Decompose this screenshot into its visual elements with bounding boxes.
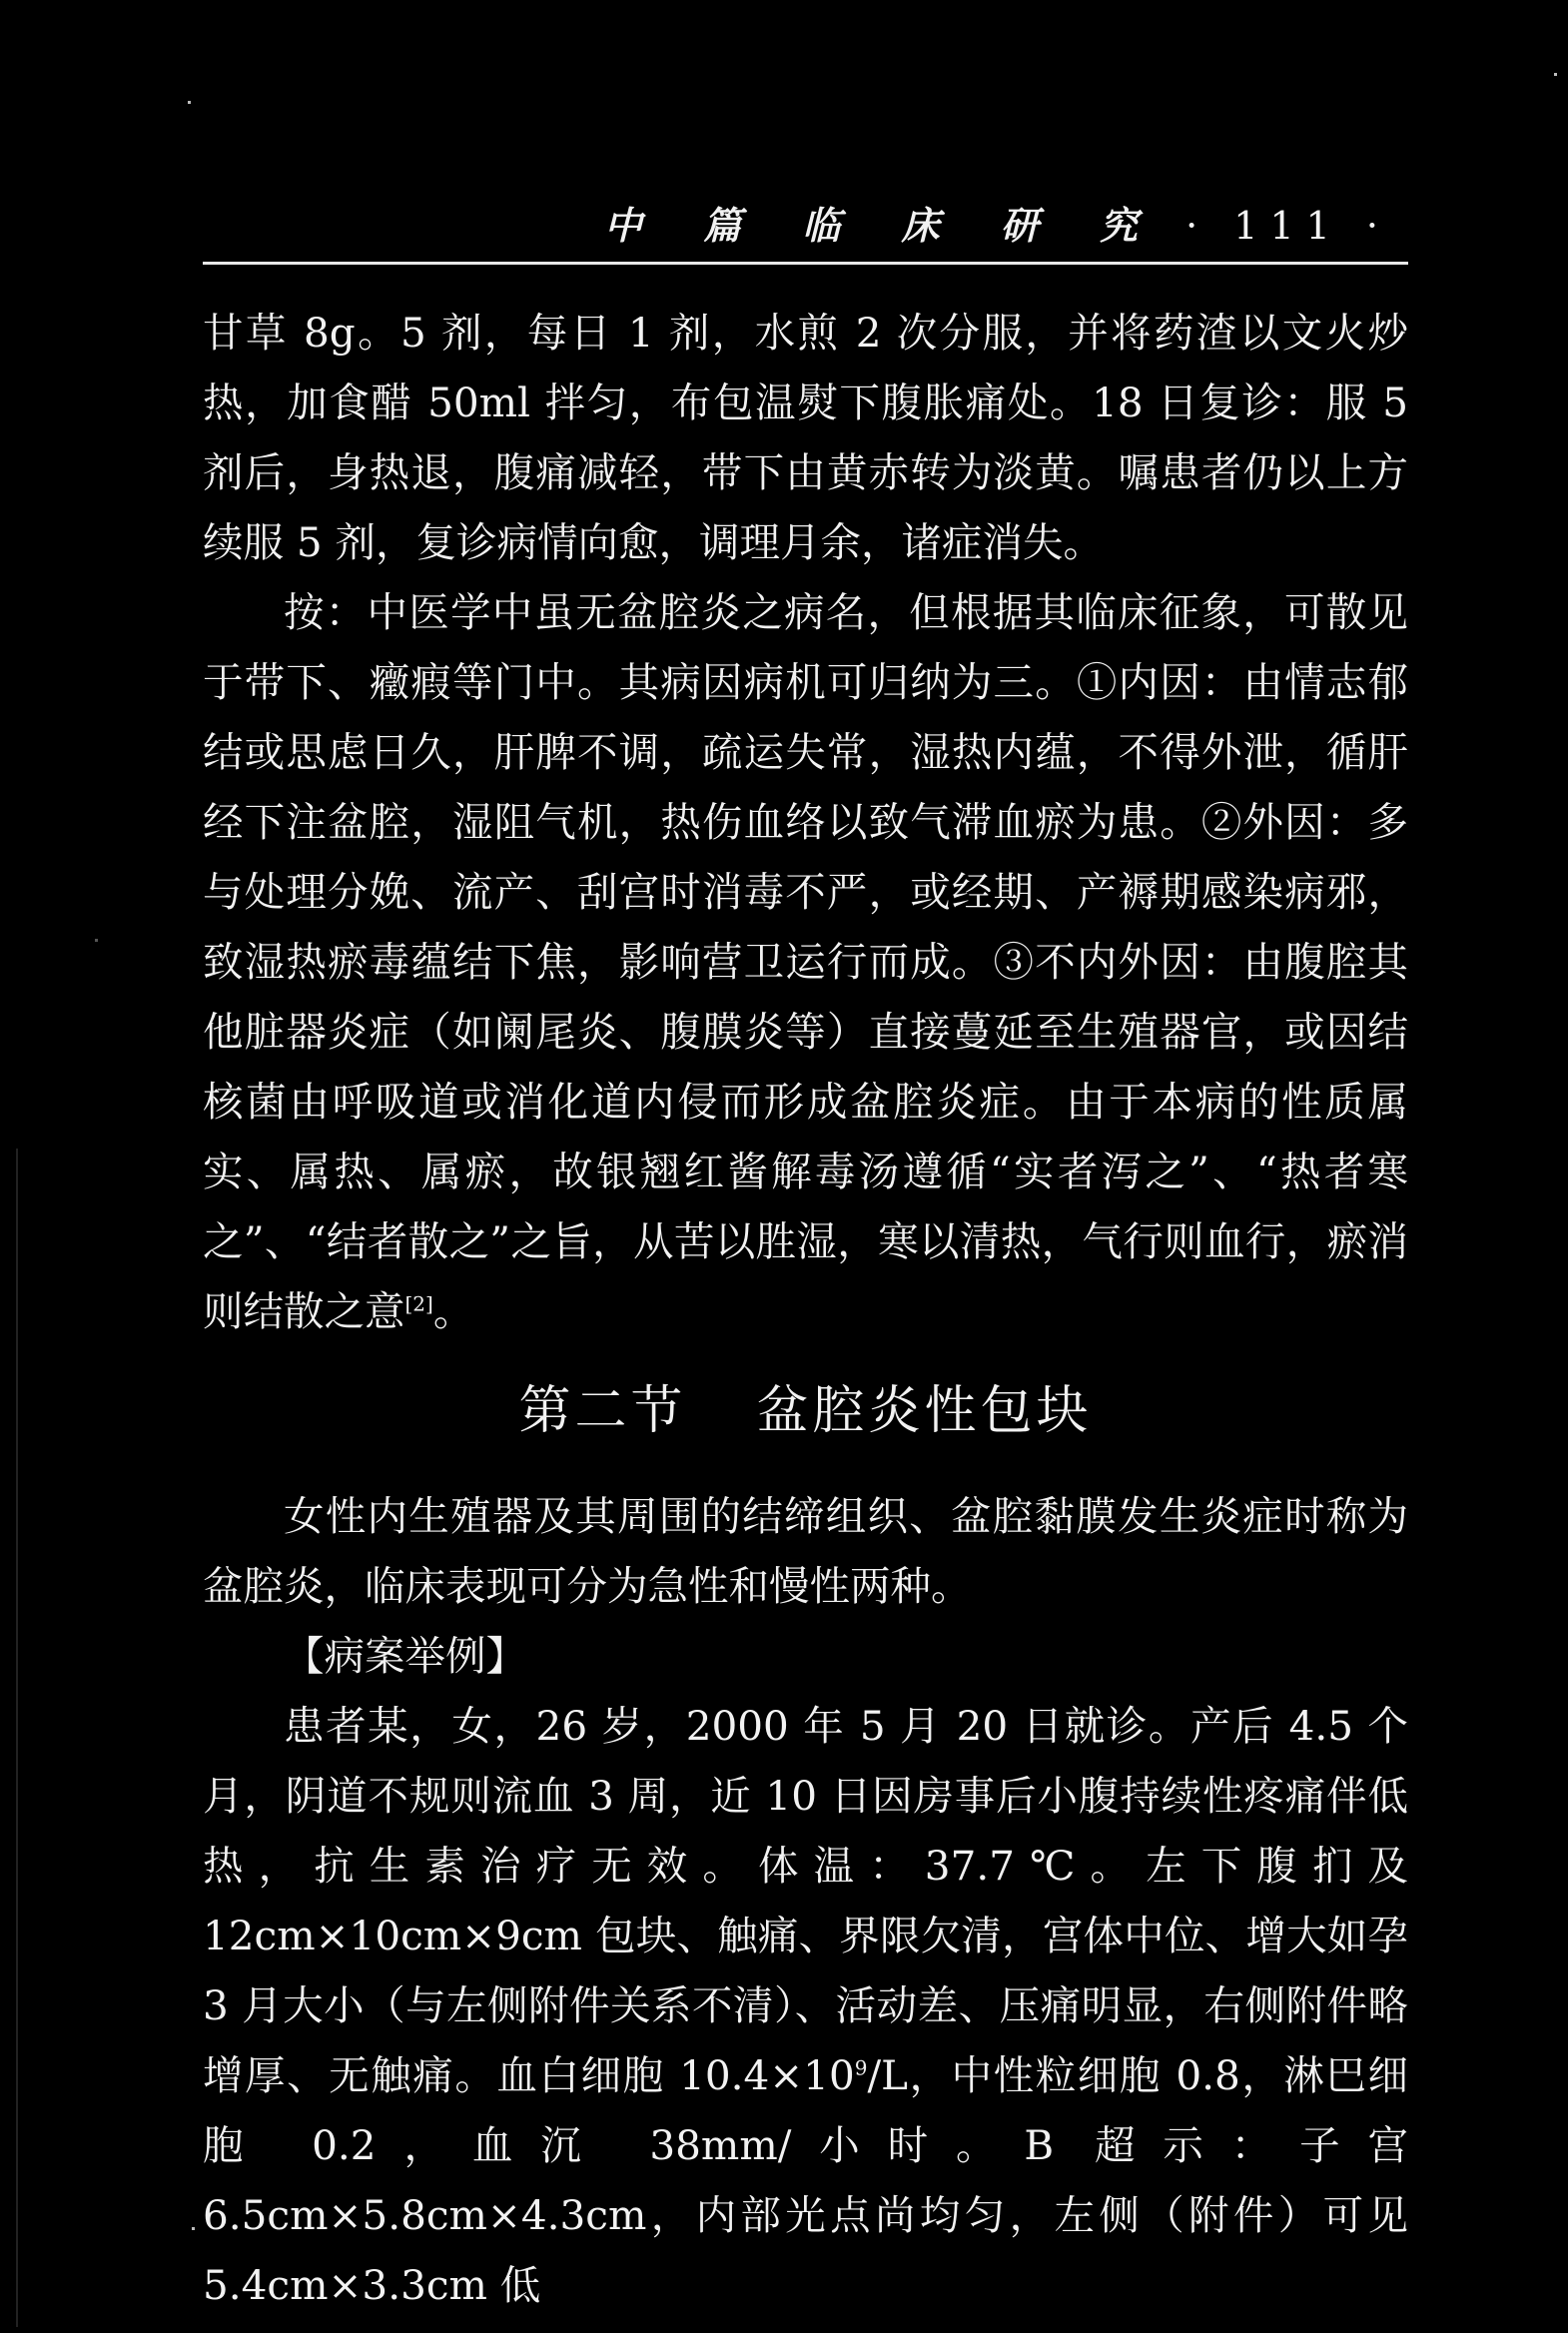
paragraph-case: 患者某，女，26 岁，2000 年 5 月 20 日就诊。产后 4.5 个月，阴道不规则流血 3 周，近 10 日因房事后小腹持续性疼痛伴低热，抗生素治疗无效。体温：37.7℃。左下腹扪及 12cm×10cm×9cm 包块、触痛、界限欠清，宫体中位、增大如孕 3 月大小（与左侧附件关系不清）、活动差、压痛明显，右侧附件略增厚、无触痛。血白细胞 $10.4\times 10^9/L$，中性粒细胞 0.8，淋巴细胞 0.2，血沉 38mm/小时。B 超示：子宫 6.5cm×5.8cm×4.3cm，内部光点尚均匀，左侧（附件）可见 5.4cm×3.3cm 低 xyxy=(203,1702,1408,2309)
scan-edge-line xyxy=(16,1149,18,2327)
body-text xyxy=(203,298,1408,2320)
section-heading xyxy=(203,1375,1408,1447)
case-example-heading: 【病案举例】 xyxy=(284,1632,526,1680)
paragraph-treatment: 甘草 8g。5 剂，每日 1 剂，水煎 2 次分服，并将药渣以文火炒热，加食醋 50ml 拌匀，布包温熨下腹胀痛处。18 日复诊：服 5 剂后，身热退，腹痛减轻，带下由黄赤转为淡黄。嘱患者仍以上方续服 5 剂，复诊病情向愈，调理月余，诸症消失。 xyxy=(203,309,1408,566)
scan-speck xyxy=(188,101,191,104)
header-rule xyxy=(203,262,1408,265)
exponent: 9 xyxy=(854,2055,868,2080)
running-head xyxy=(604,195,1390,250)
scan-speck xyxy=(192,2227,195,2230)
section-title: 盆腔炎性包块 xyxy=(756,1381,1093,1441)
page-number: · 111 · xyxy=(1185,204,1390,248)
scan-speck xyxy=(1554,73,1557,76)
section-number: 第二节 xyxy=(518,1381,687,1441)
citation-ref: [2] xyxy=(404,1291,433,1316)
book-title: 中 篇 临 床 研 究 xyxy=(603,203,1163,248)
scan-speck xyxy=(95,939,98,942)
paragraph-commentary: 按：中医学中虽无盆腔炎之病名，但根据其临床征象，可散见于带下、癥瘕等门中。其病因病机可归纳为三。①内因：由情志郁结或思虑日久，肝脾不调，疏运失常，湿热内蕴，不得外泄，循肝经下注盆腔，湿阻气机，热伤血络以致气滞血瘀为患。②外因：多与处理分娩、流产、刮宫时消毒不严，或经期、产褥期感染病邪，致湿热瘀毒蕴结下焦，影响营卫运行而成。③不内外因：由腹腔其他脏器炎症（如阑尾炎、腹膜炎等）直接蔓延至生殖器官，或因结核菌由呼吸道或消化道内侵而形成盆腔炎症。由于本病的性质属实、属热、属瘀，故银翘红酱解毒汤遵循“实者泻之”、“热者寒之”、“结者散之”之旨，从苦以胜湿，寒以清热，气行则血行，瘀消则结散之意[2]。 xyxy=(203,588,1408,1335)
paragraph-definition: 女性内生殖器及其周围的结缔组织、盆腔黏膜发生炎症时称为盆腔炎，临床表现可分为急性和慢性两种。 xyxy=(203,1492,1408,1610)
